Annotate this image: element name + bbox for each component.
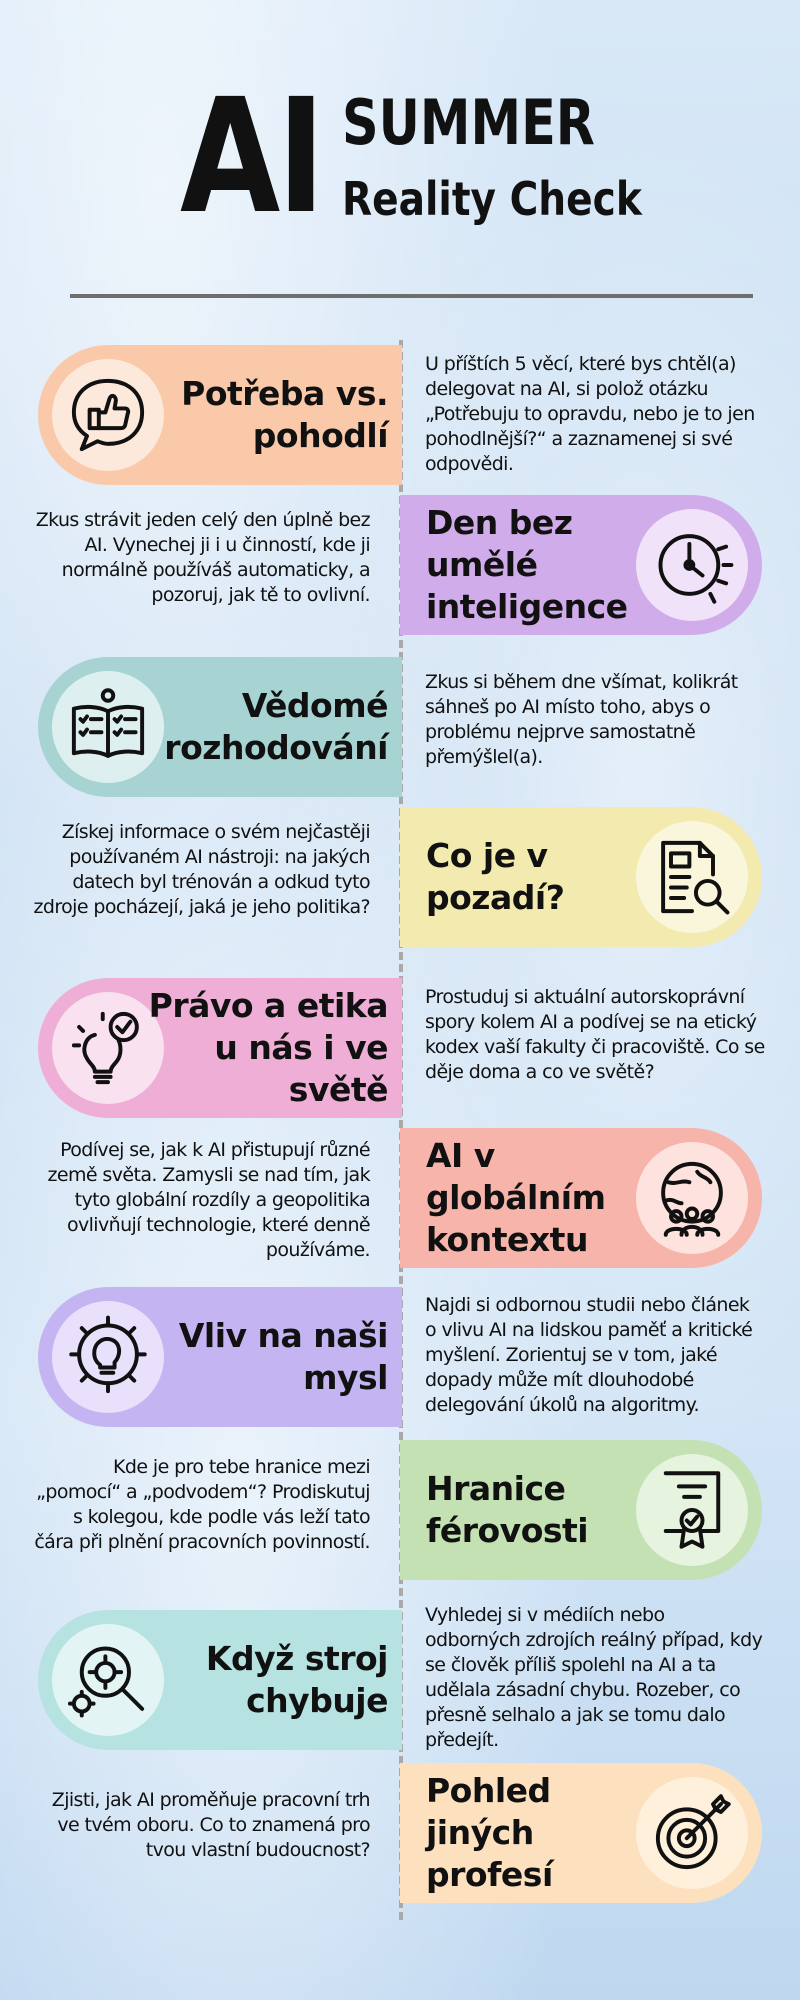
target-arrow-icon: [636, 1777, 748, 1889]
item-description: Zkus si během dne všímat, kolikrát sáhneš po AI místo toho, abys o problému nejprve samostatně přemýšlel(a).: [425, 671, 738, 769]
item-pill-hranice-ferovosti: [400, 1440, 762, 1580]
item-title: Pohled jiných profesí: [426, 1770, 553, 1895]
clock-gear-icon: [636, 509, 748, 621]
certificate-badge-icon: [636, 1454, 748, 1566]
item-pill-vedome: [38, 657, 402, 797]
item-pill-co-je-v-pozadi: [400, 807, 762, 947]
globe-people-icon: [636, 1142, 748, 1254]
item-title: Když stroj chybuje: [205, 1638, 388, 1720]
item-pill-den-bez-ai: [400, 495, 762, 635]
item-title: Co je v pozadí?: [426, 835, 565, 917]
item-pill-kdyz-stroj-chybuje: [38, 1610, 402, 1750]
item-title: Vliv na naši mysl: [178, 1315, 388, 1397]
item-description: Vyhledej si v médiích nebo odborných zdrojích reálný případ, kdy se člověk příliš spolehl na AI a ta udělala zásadní chybu. Rozeber, co přesně selhalo a jak se tomu dalo předejít.: [425, 1604, 763, 1752]
reality-check-subtitle: Reality Check: [342, 172, 642, 226]
ai-title: AI: [180, 65, 322, 249]
item-pill-pohled-jinych-profesi: [400, 1763, 762, 1903]
item-description: Kde je pro tebe hranice mezi „pomocí“ a „podvodem“? Prodiskutuj s kolegou, kde podle vás leží tato čára při plnění pracovních povinností.: [34, 1456, 370, 1554]
item-description: U příštích 5 věcí, které bys chtěl(a) delegovat na AI, si polož otázku „Potřebuju to opravdu, nebo je to jen pohodlnější?“ a zaznamenej si své odpovědi.: [425, 353, 755, 476]
item-pill-globalni-kontext: [400, 1128, 762, 1268]
item-title: Den bez umělé inteligence: [426, 502, 628, 627]
item-title: Potřeba vs. pohodlí: [181, 373, 388, 455]
item-title: AI v globálním kontextu: [426, 1135, 606, 1260]
item-description: Prostuduj si aktuální autorskoprávní spory kolem AI a podívej se na etický kodex vaší fakulty či pracoviště. Co se děje doma a co ve světě?: [425, 986, 765, 1084]
item-description: Zkus strávit jeden celý den úplně bez AI. Vynechej ji i u činností, kde ji normálně používáš automaticky, a pozoruj, jak tě to ovlivní.: [35, 509, 370, 607]
item-title: Hranice férovosti: [426, 1468, 589, 1550]
item-pill-vliv-na-mysl: [38, 1287, 402, 1427]
item-description: Podívej se, jak k AI přistupují různé země světa. Zamysli se nad tím, jak tyto globální rozdíly a geopolitika ovlivňují technologie, které denně používáme.: [47, 1139, 370, 1262]
item-title: Právo a etika u nás i ve světě: [148, 985, 388, 1110]
item-title: Vědomé rozhodování: [164, 685, 388, 767]
document-magnifier-icon: [636, 821, 748, 933]
header: [0, 0, 800, 300]
item-pill-potreba: [38, 345, 402, 485]
item-description: Najdi si odbornou studii nebo článek o vlivu AI na lidskou paměť a kritické myšlení. Zorientuj se v tom, jaké dopady může mít dlouhodobé delegování úkolů na algoritmy.: [425, 1294, 753, 1417]
item-description: Získej informace o svém nejčastěji používaném AI nástroji: na jakých datech byl trénován a odkud tyto zdroje pocházejí, jaká je jeho politika?: [33, 821, 370, 919]
item-pill-pravo-etika: [38, 978, 402, 1118]
header-divider: [70, 294, 753, 298]
item-description: Zjisti, jak AI proměňuje pracovní trh ve tvém oboru. Co to znamená pro tvou vlastní budoucnost?: [51, 1789, 370, 1862]
summer-title: SUMMER: [342, 86, 595, 159]
